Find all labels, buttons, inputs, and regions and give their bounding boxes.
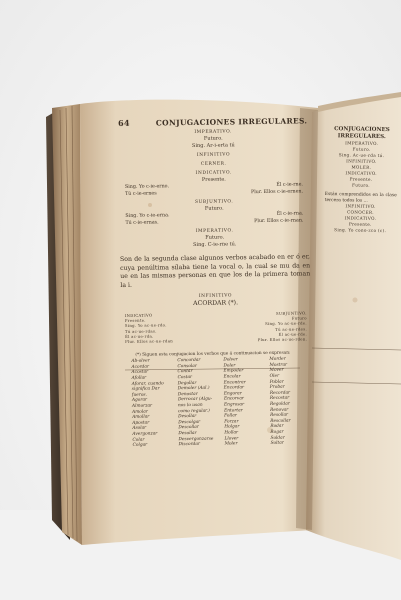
tense-label: Presente. [201,176,226,183]
verb-item: Denostar [177,391,198,397]
verb-item: Amollar [132,414,150,420]
conj-left: Sing. Yo c-ie-erna. [125,213,170,219]
conjugation-line: Sing. Ar-i-erta tú [191,142,235,149]
verb-item: Morder [269,356,286,363]
verb-item: Encontrar [223,379,246,386]
verb-item: Desollar [178,414,197,420]
conjugation-line: INFINITIVO. [345,203,376,210]
conjugation-line: Futuro. [352,146,371,152]
verb-item: Colar [132,437,145,443]
verb-item: Avergonzar [132,431,158,437]
conj-right: Él c-ie-rna. [276,211,304,217]
conjugation-line: Sing. C-ie-rne tú. [193,241,237,248]
verb-item: Acostar [131,369,149,376]
verb-item: Apostar [132,420,150,426]
conj-left: Tú c-ie-ernes [125,190,157,197]
verb-item: Resollar [270,412,289,419]
verb-item: Desollar [178,430,197,437]
verb-item: Probar [269,384,285,391]
conjugation-row [119,218,309,227]
mood-label: IMPERATIVO. [195,228,234,234]
verb-item: Encorvar [223,396,244,402]
verb-item: nos lo usan [177,402,203,409]
verb-item: Consolar [177,363,197,369]
verb-item: Rodar [270,424,284,430]
verb-item: Recostar [269,395,290,402]
verb-item: Aforar, cuando [131,380,164,387]
page-title: CONJUGACIONES IRREGULARES. [334,126,390,141]
right-page-text [324,126,398,234]
verb-item: Forzar [224,419,239,425]
conjugation-lines [324,203,397,234]
verb-item: Colgar [132,442,148,448]
conj-right: Él c-ie-rne. [276,182,303,188]
verb-item: Derrocar (Algu- [177,397,213,403]
conj-right: Plur. Ellos ac-ue-rden. [257,336,308,343]
verb-item: Concordar [177,358,201,364]
tense-label: Futuro. [205,234,225,241]
verb-item: Afollar [131,375,147,381]
conjugation-line: INDICATIVO. [345,170,377,176]
verb-item: Amolar [132,409,148,415]
verb-item: Holgar [224,424,240,430]
verb-item: Renovar [270,407,289,413]
verb-item: Descollar [178,425,199,431]
mood-label: SUBJUNTIVO. [194,199,234,205]
verb-item: Asolar [132,425,147,432]
col-tense: Futuro [291,315,307,321]
conjugation-line: Presente. [348,221,372,227]
mood-label: INFINITIVO [198,293,233,300]
conjugation-line: INFINITIVO. [346,158,377,164]
verb-item: Agorar [131,397,148,404]
verb-list [121,357,312,449]
verb-item: Regoldar [269,401,290,407]
conjugation-line: Futuro. [351,182,370,188]
verb-item: Almorzar [131,403,153,409]
verb-item: Recordar [269,390,291,396]
verb-item: Demoler (Aal.) [177,385,210,392]
conj-left: Él ac-ue-rda. [125,333,154,339]
verb-item: Oler [269,373,280,379]
verb-item: Mostrar [269,362,288,368]
conj-left: Sing. Yo c-ie-erno. [124,184,170,190]
conjugation-line: MOLER. [351,164,372,170]
verb-item: Descolgar [178,419,201,425]
verb-label: CERNER. [200,161,227,167]
conjugation-line: Presente. [349,176,373,182]
verb-item: Entortar [224,407,243,414]
body-paragraph: Están comprendidos en la clase tercera todos los ... [324,191,397,204]
conjugation-lines [325,140,398,189]
conj-right: Sing. Yo ac-ue-rde. [265,320,307,327]
verb-item: fueros. [131,392,148,398]
verb-column [223,357,264,447]
mood-label: IMPERATIVO. [194,129,233,135]
conj-left: Plur. Ellos ac-ue-rdan [125,338,174,344]
verb-item: Engorar [223,391,242,397]
conj-left: Tú c-ie-ernas. [125,219,159,226]
page-header [118,115,308,128]
verb-item: Encolar [223,374,241,380]
conj-right: Plur. Ellos c-ie-ernen. [250,188,304,195]
col-head: INDICATIVO [124,312,153,318]
verb-item: Mover [269,368,284,374]
tense-label: Futuro. [204,205,224,212]
verb-item: Follar [224,413,237,419]
verb-item: Soltar [270,440,284,446]
verb-item: Doler [223,363,236,369]
verb-item: Encordar [223,385,245,391]
col-head: SUBJUNTIVO. [275,310,307,316]
verb-item: como regular.) [178,408,210,414]
verb-item: Empoder [223,368,244,374]
verb-column [269,357,310,447]
verb-column [177,358,218,448]
conjugation-line: IMPERATIVO. [345,140,379,146]
conjugation-line: INDICATIVO. [344,215,377,222]
conj-left: Sing. Yo ac-ue-rdo. [124,322,167,329]
conjugation-line: Sing. Yo cono-zco (c). [334,227,387,234]
verb-item: Costar [177,374,193,381]
verb-item: Poblar [269,379,284,385]
conjugation-row [119,189,309,198]
verb-item: Soldar [270,435,285,441]
verb-item: Llover [224,435,239,442]
verb-item: Contar [177,369,193,375]
conj-left: Tú ac-ue-rdas. [124,328,157,334]
page-number: 64 [118,117,130,128]
mood-label: INDICATIVO. [195,170,232,176]
conj-right: Tú ac-ue-rdes. [275,325,307,332]
conjugation-line: Sing. Ac-ue-rda tú. [338,152,385,159]
verb-item: Hollar [224,430,239,436]
col-tense: Presente. [124,317,146,324]
verb-item: Degollar [177,380,197,386]
verb-item: Rescollar [270,418,291,424]
verb-item: Engrosar [223,402,245,408]
conjugation-line: CONOCER. [347,209,374,216]
tense-label: Futuro. [203,135,223,142]
verb-item: Ab-olver [131,358,150,365]
verb-item: significa Dar [131,386,160,392]
verb-item: Moler [224,441,238,447]
footnote: (*) Siguen esta conjugacion los verbos que á continuacion se expresan: [135,350,291,358]
verb-column [131,358,172,448]
verb-item: Rogar [270,429,284,435]
verb-item: Dolver [223,357,238,363]
page-title: CONJUGACIONES IRREGULARES. [155,116,308,128]
body-paragraph: Son de la segunda clase algunos verbos acabado en er ó er, cuya penúltima sílaba tiene la vocal o, la cual se mu da en ue en las mismas personas en que los de la primera toman la i. [119,253,311,289]
left-page-text [118,115,313,448]
verb-label: ACORDAR (*). [193,299,239,308]
conj-right: Plur. Ellos c-ie-rnan. [254,217,304,224]
verb-item: Acordar [131,364,150,370]
verb-item: Desvergonzarse [178,436,214,442]
conj-right: Él ac-ue-rde. [278,331,308,337]
mood-label: INFINITIVO [196,152,231,158]
verb-item: Discordar [178,441,201,448]
